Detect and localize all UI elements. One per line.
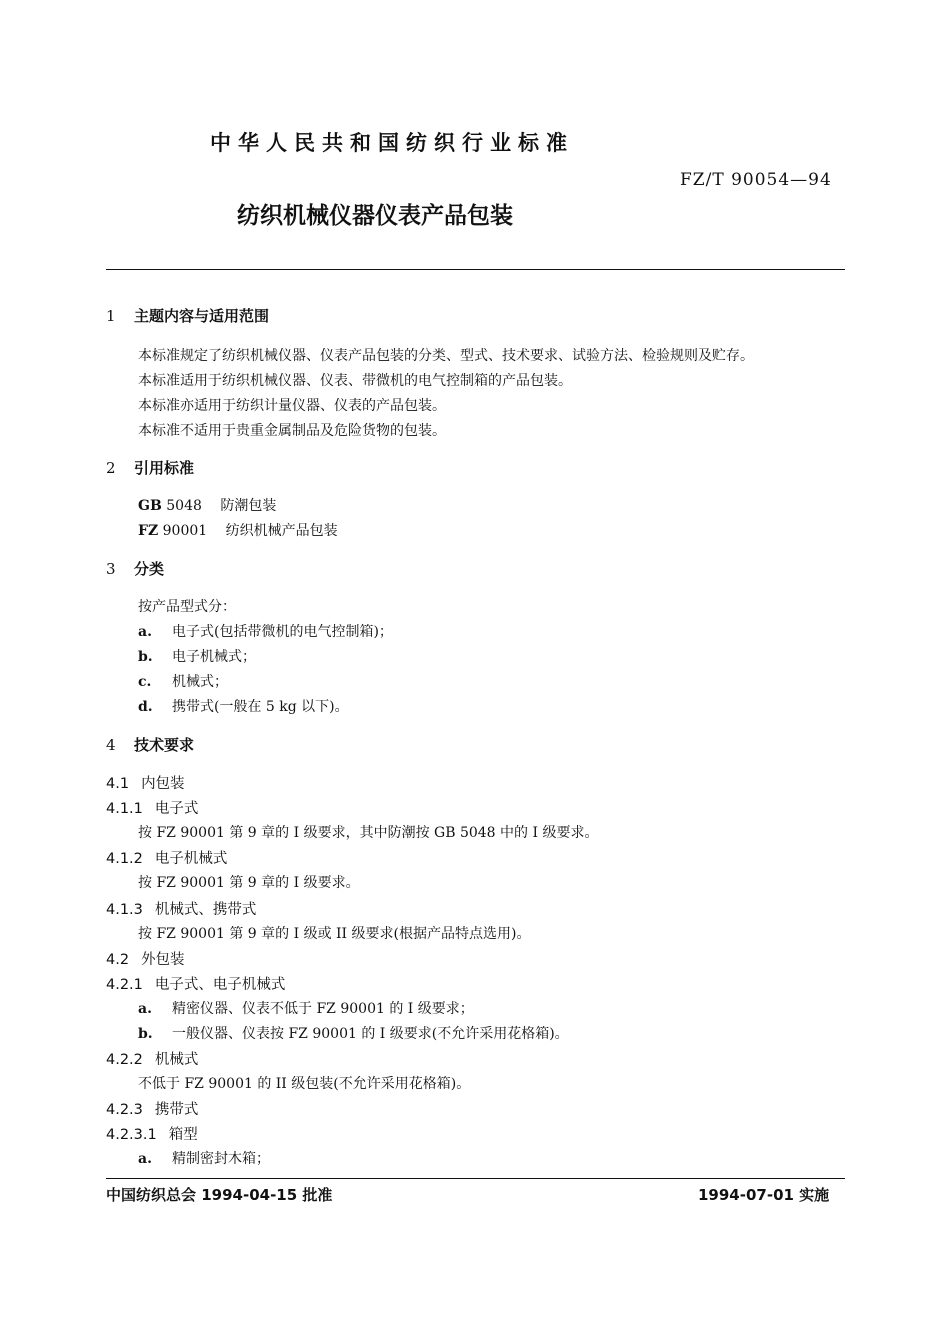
clause-4-2-3: 4.2.3 携带式: [106, 1102, 199, 1118]
reference-gb5048: GB 5048 防潮包装: [138, 498, 277, 514]
clause-4-1-2: 4.1.2 电子机械式: [106, 851, 228, 867]
reference-fz90001: FZ 90001 纺织机械产品包装: [138, 523, 338, 539]
header-divider: [106, 269, 845, 270]
clause-4-2-1: 4.2.1 电子式、电子机械式: [106, 977, 286, 993]
clause-4-1-3-text: 按 FZ 90001 第 9 章的 I 级或 II 级要求(根据产品特点选用)。: [138, 926, 531, 942]
section-4-heading: 4 技术要求: [106, 736, 195, 754]
approval-date: 中国纺织总会 1994-04-15 批准: [106, 1186, 333, 1204]
footer-divider: [106, 1178, 845, 1179]
section-3-heading: 3 分类: [106, 560, 165, 578]
document-title: 纺织机械仪器仪表产品包装: [237, 203, 513, 229]
clause-4-1: 4.1 内包装: [106, 776, 185, 792]
list-item: b. 一般仪器、仪表按 FZ 90001 的 I 级要求(不允许采用花格箱)。: [138, 1026, 569, 1042]
issuing-organization: 中华人民共和国纺织行业标准: [210, 130, 574, 155]
list-item: c. 机械式；: [138, 674, 228, 690]
section-1-para-1: 本标准规定了纺织机械仪器、仪表产品包装的分类、型式、技术要求、试验方法、检验规则及贮存。: [138, 348, 754, 364]
section-1-heading: 1 主题内容与适用范围: [106, 307, 270, 325]
list-item: a. 精制密封木箱；: [138, 1151, 270, 1167]
section-2-heading: 2 引用标准: [106, 459, 195, 477]
effective-date: 1994-07-01 实施: [698, 1186, 830, 1204]
clause-4-2-2-text: 不低于 FZ 90001 的 II 级包装(不允许采用花格箱)。: [138, 1076, 471, 1092]
clause-4-2-2: 4.2.2 机械式: [106, 1052, 199, 1068]
section-1-para-3: 本标准亦适用于纺织计量仪器、仪表的产品包装。: [138, 398, 446, 414]
clause-4-1-1: 4.1.1 电子式: [106, 801, 199, 817]
clause-4-1-2-text: 按 FZ 90001 第 9 章的 I 级要求。: [138, 875, 360, 891]
list-item: b. 电子机械式；: [138, 649, 256, 665]
clause-4-1-3: 4.1.3 机械式、携带式: [106, 902, 257, 918]
clause-4-2: 4.2 外包装: [106, 952, 185, 968]
clause-4-2-3-1: 4.2.3.1 箱型: [106, 1127, 198, 1143]
list-item: a. 电子式(包括带微机的电气控制箱)；: [138, 624, 393, 640]
clause-4-1-1-text: 按 FZ 90001 第 9 章的 I 级要求，其中防潮按 GB 5048 中的 I 级要求。: [138, 825, 599, 841]
section-3-intro: 按产品型式分：: [138, 599, 236, 615]
standard-code: FZ/T 90054—94: [680, 170, 832, 190]
section-1-para-2: 本标准适用于纺织机械仪器、仪表、带微机的电气控制箱的产品包装。: [138, 373, 572, 389]
list-item: d. 携带式(一般在 5 kg 以下)。: [138, 699, 349, 715]
section-1-para-4: 本标准不适用于贵重金属制品及危险货物的包装。: [138, 423, 446, 439]
list-item: a. 精密仪器、仪表不低于 FZ 90001 的 I 级要求；: [138, 1001, 474, 1017]
